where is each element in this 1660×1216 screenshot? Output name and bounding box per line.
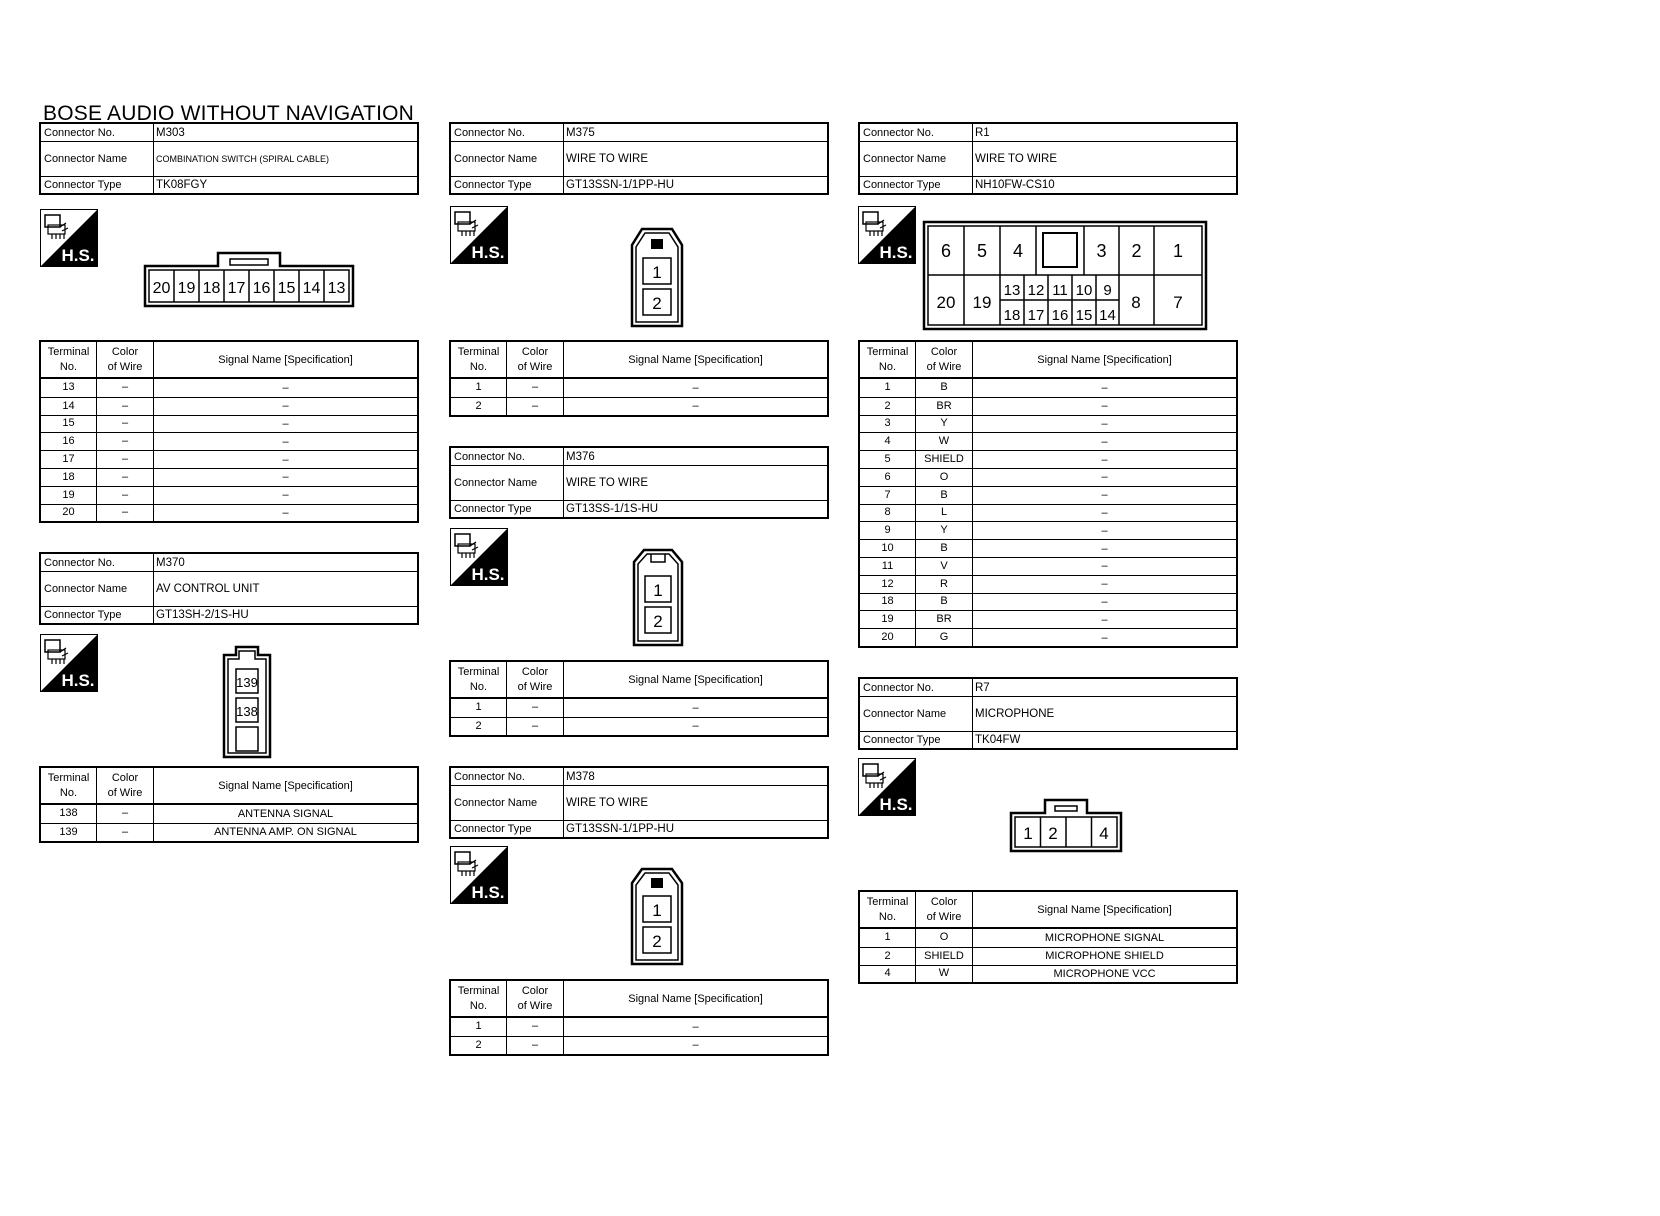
color-cell: BR [916, 398, 973, 415]
connector-r7-info [858, 677, 1238, 750]
signal-cell: – [1101, 524, 1108, 537]
pin-label: 13 [1003, 282, 1021, 299]
table-row [860, 539, 1236, 557]
terminal-table-r7 [858, 890, 1238, 984]
terminal-cell: 1 [451, 699, 507, 717]
connector-name-label: Connector Name [41, 142, 154, 176]
signal-cell: – [282, 489, 289, 502]
signal-cell: – [1101, 471, 1108, 484]
terminal-cell: 12 [860, 576, 916, 593]
table-row [860, 432, 1236, 450]
color-cell: W [916, 433, 973, 450]
color-header-wire: of Wire [517, 999, 553, 1012]
signal-header: Signal Name [Specification] [628, 673, 763, 686]
connector-m303-face [143, 250, 355, 308]
connector-no-label: Connector No. [451, 448, 564, 465]
terminal-cell: 17 [41, 451, 97, 468]
harness-side-icon [858, 758, 916, 816]
connector-m375-face [630, 227, 684, 329]
connector-r7-face [1009, 797, 1123, 853]
signal-header: Signal Name [Specification] [1037, 903, 1172, 916]
color-cell: – [97, 824, 154, 841]
color-cell: O [916, 929, 973, 947]
signal-cell: – [282, 381, 289, 394]
connector-name-label: Connector Name [451, 466, 564, 500]
terminal-header: Terminal [866, 345, 909, 358]
signal-cell: – [1101, 613, 1108, 626]
harness-side-icon [40, 209, 98, 267]
terminal-cell: 4 [860, 966, 916, 983]
connector-name-value: MICROPHONE [975, 708, 1055, 720]
page-title: BOSE AUDIO WITHOUT NAVIGATION [43, 102, 415, 125]
connector-m303-info [39, 122, 419, 195]
pin-label: 17 [227, 280, 246, 297]
signal-header: Signal Name [Specification] [628, 992, 763, 1005]
connector-no-label: Connector No. [860, 124, 973, 141]
connector-type-label: Connector Type [41, 607, 154, 623]
table-row [41, 504, 417, 522]
pin-label: 1 [1023, 824, 1033, 843]
connector-type-value: GT13SSN-1/1PP-HU [566, 823, 675, 835]
terminal-cell: 2 [451, 1037, 507, 1054]
table-row [860, 593, 1236, 611]
connector-name-label: Connector Name [451, 142, 564, 176]
table-row [860, 450, 1236, 468]
table-row [860, 521, 1236, 539]
color-header: Color [930, 895, 958, 908]
color-header: Color [521, 984, 549, 997]
signal-cell: MICROPHONE SIGNAL [1044, 931, 1165, 944]
terminal-cell: 3 [860, 416, 916, 433]
connector-m376-face [632, 548, 684, 648]
hs-label: H.S. [879, 795, 913, 814]
hs-label: H.S. [61, 671, 95, 690]
color-header-wire: of Wire [107, 786, 143, 799]
connector-name-label: Connector Name [860, 697, 973, 731]
table-row [860, 965, 1236, 983]
terminal-cell: 1 [451, 1018, 507, 1036]
pin-label: 14 [1099, 307, 1116, 324]
pin-label: 19 [972, 293, 992, 312]
color-header: Color [521, 345, 549, 358]
terminal-cell: 1 [860, 929, 916, 947]
signal-cell: – [1101, 595, 1108, 608]
signal-cell: – [1101, 435, 1108, 448]
pin-label: 18 [202, 280, 221, 297]
terminal-cell: 19 [860, 611, 916, 628]
pin-label: 13 [327, 280, 346, 297]
connector-type-value: TK04FW [975, 734, 1021, 746]
color-cell: – [507, 1037, 564, 1054]
table-row [451, 1036, 827, 1054]
harness-side-icon [450, 528, 508, 586]
connector-no-value: M303 [156, 126, 185, 139]
terminal-cell: 14 [41, 398, 97, 415]
pin-label: 16 [252, 280, 271, 297]
terminal-cell: 7 [860, 487, 916, 504]
connector-no-label: Connector No. [41, 124, 154, 141]
connector-name-value: WIRE TO WIRE [566, 153, 648, 165]
table-row [860, 397, 1236, 415]
color-cell: Y [916, 416, 973, 433]
pin-label: 19 [177, 280, 196, 297]
terminal-table-m378 [449, 979, 829, 1056]
pin-label: 10 [1075, 282, 1093, 299]
pin-label: 3 [1096, 241, 1107, 261]
pin-label: 5 [976, 241, 988, 261]
terminal-cell: 16 [41, 433, 97, 450]
signal-cell: – [1101, 578, 1108, 591]
color-cell: L [916, 505, 973, 522]
pin-label: 9 [1103, 282, 1112, 299]
table-row [860, 415, 1236, 433]
terminal-cell: 4 [860, 433, 916, 450]
terminal-header-no: No. [469, 360, 488, 373]
hs-label: H.S. [471, 565, 505, 584]
pin-label: 15 [1075, 307, 1093, 324]
color-cell: – [507, 398, 564, 415]
signal-cell: – [1101, 453, 1108, 466]
terminal-cell: 20 [860, 629, 916, 646]
connector-no-value: R1 [975, 126, 990, 139]
terminal-cell: 11 [860, 558, 916, 575]
connector-no-label: Connector No. [451, 124, 564, 141]
hs-label: H.S. [61, 246, 95, 265]
color-header-wire: of Wire [517, 360, 553, 373]
terminal-cell: 13 [41, 379, 97, 397]
pin-label: 2 [1131, 241, 1142, 261]
hs-label: H.S. [471, 883, 505, 902]
table-row [860, 486, 1236, 504]
table-row [451, 717, 827, 735]
pin-label: 139 [236, 675, 258, 690]
terminal-header: Terminal [47, 345, 90, 358]
terminal-table-m375 [449, 340, 829, 417]
table-row [41, 468, 417, 486]
terminal-header: Terminal [457, 665, 500, 678]
terminal-header-no: No. [59, 786, 78, 799]
terminal-cell: 8 [860, 505, 916, 522]
color-header-wire: of Wire [926, 910, 962, 923]
connector-name-value: AV CONTROL UNIT [156, 583, 260, 595]
color-header-wire: of Wire [517, 680, 553, 693]
connector-m376-info [449, 446, 829, 519]
connector-name-value: WIRE TO WIRE [566, 477, 648, 489]
connector-r1-info [858, 122, 1238, 195]
terminal-header: Terminal [457, 984, 500, 997]
signal-cell: – [1101, 542, 1108, 555]
pin-label: 2 [652, 932, 662, 951]
terminal-header: Terminal [47, 771, 90, 784]
pin-label: 20 [152, 280, 171, 297]
terminal-header-no: No. [469, 999, 488, 1012]
terminal-cell: 20 [41, 505, 97, 522]
table-row [41, 379, 417, 397]
signal-cell: – [282, 417, 289, 430]
color-cell: – [97, 433, 154, 450]
connector-name-label: Connector Name [41, 572, 154, 606]
signal-cell: – [692, 1039, 699, 1052]
table-row [451, 1018, 827, 1036]
signal-cell: MICROPHONE VCC [1053, 967, 1156, 980]
table-row [41, 805, 417, 823]
color-cell: G [916, 629, 973, 646]
color-cell: – [507, 699, 564, 717]
signal-cell: – [282, 400, 289, 413]
connector-no-label: Connector No. [860, 679, 973, 696]
color-cell: Y [916, 522, 973, 539]
color-cell: – [507, 718, 564, 735]
hs-label: H.S. [879, 243, 913, 262]
terminal-header: Terminal [866, 895, 909, 908]
connector-no-value: M376 [566, 450, 595, 463]
signal-cell: – [692, 381, 699, 394]
pin-label: 1 [652, 901, 662, 920]
table-row [41, 415, 417, 433]
color-header: Color [521, 665, 549, 678]
table-row [41, 432, 417, 450]
color-cell: – [97, 505, 154, 522]
pin-label: 1 [653, 581, 663, 600]
terminal-table-r1 [858, 340, 1238, 648]
connector-name-value: WIRE TO WIRE [975, 153, 1057, 165]
harness-side-icon [858, 206, 916, 264]
table-row [860, 929, 1236, 947]
connector-type-value: GT13SSN-1/1PP-HU [566, 179, 675, 191]
signal-cell: – [692, 400, 699, 413]
table-row [41, 486, 417, 504]
pin-label: 2 [653, 612, 663, 631]
terminal-table-m370 [39, 766, 419, 843]
signal-cell: – [692, 1020, 699, 1033]
table-row [860, 575, 1236, 593]
signal-cell: – [1101, 417, 1108, 430]
connector-name-value: COMBINATION SWITCH (SPIRAL CABLE) [156, 154, 330, 164]
pin-label: 16 [1051, 307, 1069, 324]
signal-header: Signal Name [Specification] [628, 353, 763, 366]
pin-label: 12 [1027, 282, 1045, 299]
color-cell: – [97, 451, 154, 468]
table-row [860, 947, 1236, 965]
signal-cell: – [692, 701, 699, 714]
connector-m378-face [630, 867, 684, 967]
connector-type-value: NH10FW-CS10 [975, 179, 1055, 191]
connector-r1-face [922, 220, 1208, 332]
terminal-cell: 9 [860, 522, 916, 539]
table-row [860, 504, 1236, 522]
pin-label: 20 [936, 293, 956, 312]
signal-cell: – [1101, 560, 1108, 573]
signal-cell: – [282, 453, 289, 466]
connector-type-label: Connector Type [451, 501, 564, 517]
table-row [451, 699, 827, 717]
terminal-cell: 2 [451, 718, 507, 735]
table-row [860, 468, 1236, 486]
connector-no-label: Connector No. [451, 768, 564, 785]
signal-cell: – [692, 720, 699, 733]
color-cell: – [97, 487, 154, 504]
terminal-cell: 2 [451, 398, 507, 415]
pin-label: 17 [1027, 307, 1045, 324]
connector-no-label: Connector No. [41, 554, 154, 571]
signal-cell: ANTENNA AMP. ON SIGNAL [214, 826, 357, 839]
signal-cell: – [1101, 400, 1108, 413]
pin-label: 138 [236, 704, 258, 719]
terminal-header-no: No. [469, 680, 488, 693]
signal-cell: – [1101, 631, 1108, 644]
table-row [860, 628, 1236, 646]
pin-label: 6 [940, 241, 952, 261]
terminal-header: Terminal [457, 345, 500, 358]
color-cell: – [507, 1018, 564, 1036]
table-row [41, 397, 417, 415]
signal-cell: MICROPHONE SHIELD [1045, 950, 1164, 963]
pin-label: 2 [1048, 824, 1058, 843]
color-cell: V [916, 558, 973, 575]
table-row [860, 557, 1236, 575]
color-cell: SHIELD [916, 948, 973, 965]
color-header: Color [111, 345, 139, 358]
color-header-wire: of Wire [107, 360, 143, 373]
connector-type-label: Connector Type [451, 177, 564, 193]
signal-header: Signal Name [Specification] [218, 779, 353, 792]
signal-header: Signal Name [Specification] [218, 353, 353, 366]
pin-label: 1 [652, 263, 662, 282]
terminal-header-no: No. [878, 360, 897, 373]
pin-label: 14 [302, 280, 321, 297]
color-header: Color [111, 771, 139, 784]
connector-m375-info [449, 122, 829, 195]
terminal-cell: 6 [860, 469, 916, 486]
color-cell: R [916, 576, 973, 593]
terminal-cell: 19 [41, 487, 97, 504]
color-cell: B [916, 594, 973, 611]
pin-label: 8 [1131, 293, 1141, 312]
color-cell: – [507, 379, 564, 397]
pin-label: 7 [1173, 293, 1183, 312]
connector-m370-info [39, 552, 419, 625]
terminal-cell: 15 [41, 416, 97, 433]
terminal-cell: 18 [860, 594, 916, 611]
connector-type-label: Connector Type [860, 732, 973, 748]
terminal-cell: 18 [41, 469, 97, 486]
table-row [860, 610, 1236, 628]
pin-label: 4 [1012, 241, 1024, 261]
color-cell: O [916, 469, 973, 486]
pin-label: 11 [1052, 282, 1068, 299]
terminal-cell: 2 [860, 398, 916, 415]
signal-cell: ANTENNA SIGNAL [237, 807, 334, 820]
color-header: Color [930, 345, 958, 358]
table-row [451, 379, 827, 397]
pin-label: 4 [1099, 824, 1109, 843]
harness-side-icon [450, 846, 508, 904]
terminal-header-no: No. [59, 360, 78, 373]
connector-m370-face [222, 645, 274, 761]
signal-cell: – [282, 435, 289, 448]
pin-label: 15 [277, 280, 296, 297]
connector-no-value: R7 [975, 681, 990, 694]
harness-side-icon [40, 634, 98, 692]
terminal-cell: 1 [451, 379, 507, 397]
color-cell: SHIELD [916, 451, 973, 468]
connector-type-value: GT13SS-1/1S-HU [566, 503, 659, 515]
terminal-header-no: No. [878, 910, 897, 923]
pin-label: 2 [652, 294, 662, 313]
connector-type-label: Connector Type [41, 177, 154, 193]
signal-cell: – [1101, 381, 1108, 394]
connector-no-value: M375 [566, 126, 595, 139]
terminal-cell: 5 [860, 451, 916, 468]
terminal-cell: 138 [41, 805, 97, 823]
key-slot [1043, 233, 1077, 267]
pin-label: 1 [1172, 241, 1184, 261]
connector-m378-info [449, 766, 829, 839]
connector-no-value: M378 [566, 770, 595, 783]
hs-label: H.S. [471, 243, 505, 262]
connector-type-label: Connector Type [860, 177, 973, 193]
table-row [41, 823, 417, 841]
connector-no-value: M370 [156, 556, 185, 569]
color-cell: B [916, 487, 973, 504]
signal-cell: – [282, 471, 289, 484]
terminal-cell: 2 [860, 948, 916, 965]
signal-cell: – [1101, 489, 1108, 502]
table-row [451, 397, 827, 415]
connector-name-label: Connector Name [451, 786, 564, 820]
color-cell: – [97, 469, 154, 486]
signal-cell: – [1101, 506, 1108, 519]
color-cell: B [916, 379, 973, 397]
connector-type-label: Connector Type [451, 821, 564, 837]
color-cell: – [97, 379, 154, 397]
color-cell: – [97, 398, 154, 415]
connector-type-value: TK08FGY [156, 179, 208, 191]
pin-label: 18 [1003, 307, 1021, 324]
signal-header: Signal Name [Specification] [1037, 353, 1172, 366]
terminal-cell: 10 [860, 540, 916, 557]
color-cell: – [97, 416, 154, 433]
terminal-cell: 1 [860, 379, 916, 397]
color-cell: W [916, 966, 973, 983]
table-row [41, 450, 417, 468]
connector-name-label: Connector Name [860, 142, 973, 176]
signal-cell: – [282, 506, 289, 519]
terminal-table-m303 [39, 340, 419, 523]
harness-side-icon [450, 206, 508, 264]
color-cell: BR [916, 611, 973, 628]
table-row [860, 379, 1236, 397]
color-header-wire: of Wire [926, 360, 962, 373]
color-cell: B [916, 540, 973, 557]
color-cell: – [97, 805, 154, 823]
terminal-table-m376 [449, 660, 829, 737]
terminal-cell: 139 [41, 824, 97, 841]
connector-name-value: WIRE TO WIRE [566, 797, 648, 809]
connector-type-value: GT13SH-2/1S-HU [156, 609, 249, 621]
